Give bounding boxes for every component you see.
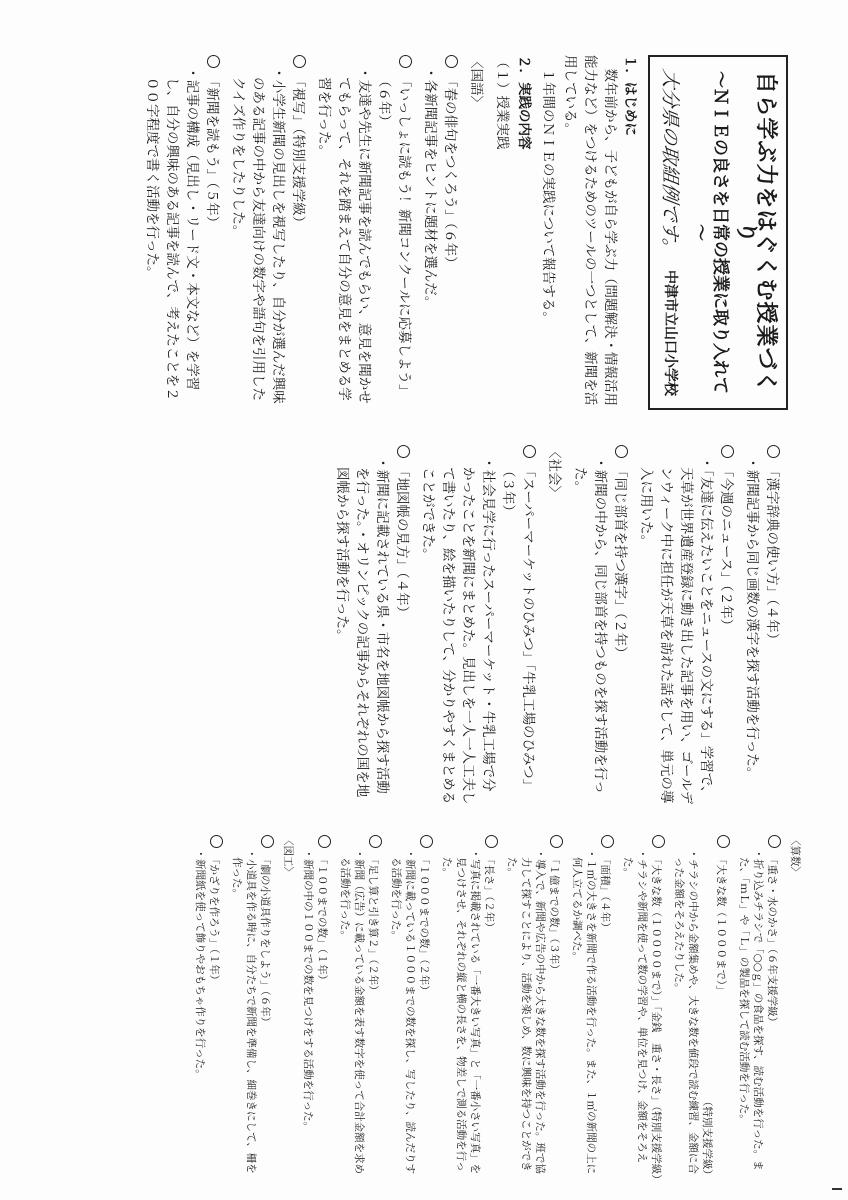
list-item: [570, 445, 630, 805]
handwritten-note: 大分県の取組例です。: [659, 67, 681, 260]
list-item: [570, 835, 615, 1180]
item-body: ・新聞記事から同じ画数の漢字を探す活動を行った。: [744, 456, 760, 781]
list-item: [636, 445, 736, 805]
circle-bullet-icon: [445, 55, 458, 68]
list-item: [420, 55, 460, 410]
item-title: 「春の俳句をつくろう」（６年）: [442, 74, 458, 270]
column-middle: [332, 445, 788, 805]
circle-bullet-icon: [399, 55, 412, 68]
circle-bullet-icon: [318, 835, 331, 848]
circle-bullet-icon: [767, 445, 780, 458]
item-note: （特別支援学級）: [701, 1096, 713, 1180]
circle-bullet-icon: [615, 445, 628, 458]
category-sansu: 〈算数〉: [789, 835, 801, 877]
list-item: [314, 55, 414, 410]
circle-bullet-icon: [550, 835, 563, 848]
title-box: [648, 55, 788, 410]
item-body: ・友達や先生に新聞記事を読んでもらい、意見を聞かせてもらって、それを踏まえて自分の意見をまとめる学習を行った。: [316, 66, 372, 404]
intro-para-2: １年間のＮＩＥの実践について報告する。: [540, 68, 556, 325]
list-item: [505, 835, 564, 1180]
item-body: ・写真に掲載されている「一番大きい写真」と「一番小さい写真」を見つけさせ、それぞれの縦と横の長さを、物差しで測る活動を行った。: [441, 848, 481, 1175]
item-body: ・チラシの中から金額集めや、大きな数を値段で読む練習、金額に合った金額をそろえたりした。: [673, 848, 699, 1174]
scan-mark: [832, 1188, 842, 1190]
list-item: [742, 445, 782, 805]
column-left: [142, 55, 788, 410]
item-title: 「新聞を読もう」（５年）: [204, 74, 220, 230]
list-item: [193, 835, 224, 1180]
circle-bullet-icon: [420, 835, 433, 848]
item-body: ・小学生新聞の見出しを視写したり、自分が選んだ興味のある記事の中から友達向けの数字や語句を引用したクイズ作りをしたりした。: [230, 66, 286, 404]
signature-row: [660, 69, 680, 396]
circle-bullet-icon: [721, 445, 734, 458]
item-body: ・小道具を作る時に、自分たちで新聞を準備し、細巻きにして、柵を作った。: [231, 848, 257, 1174]
item-body: ・１㎡の大きさを新聞で作る活動を行った。また、１㎡の新聞の上に何人立てるか調べた。: [571, 848, 597, 1175]
circle-bullet-icon: [210, 835, 223, 848]
item-title: 「大きな数（１０００まで）」: [715, 854, 727, 996]
item-body: ・新聞の中の１００までの数を見つけをする活動を行った。: [302, 848, 314, 1133]
item-title: 「視写」（特別支援学級）: [290, 74, 306, 230]
item-body: ・新聞の中から、同じ部首を持つものを探す活動を行った。: [572, 456, 608, 794]
item-title: 「長さ」（２年）: [483, 854, 495, 933]
list-item: [301, 835, 332, 1180]
item-body: ・新聞（広告）に載っている金額を表す数字を使って合計金額を求める活動を行った。: [339, 848, 365, 1175]
item-title: 「重さ・水のかさ」（６年支援学級）: [766, 854, 778, 1028]
circle-bullet-icon: [601, 835, 614, 848]
circle-bullet-icon: [652, 835, 665, 848]
item-title: 「１億までの数」（３年）: [548, 854, 560, 975]
item-title: 「スーパーマーケットのひみつ」「牛乳工場のひみつ」（３年）: [500, 464, 536, 793]
list-item: [621, 835, 666, 1185]
item-title: 「面積」（４年）: [599, 854, 611, 933]
item-title: 「同じ部首を持つ漢字」（２年）: [612, 464, 628, 660]
circle-bullet-icon: [369, 835, 382, 848]
circle-bullet-icon: [485, 835, 498, 848]
item-body: ・チラシや新聞を使って数の学習や、単位を見つけ、金額をそろえた。: [622, 848, 648, 1163]
item-title: 「１０００までの数」（２年）: [418, 854, 430, 996]
circle-bullet-icon: [717, 835, 730, 848]
circle-bullet-icon: [261, 835, 274, 848]
circle-bullet-icon: [293, 55, 306, 68]
item-body: ・導入で、新聞や広告の中から大きな数を探す活動を行った。班で協力して探すことにより、活動を楽しめ、数に興味を持つことができた。: [506, 848, 546, 1174]
practice-heading: ２．実践の内容: [516, 55, 532, 150]
item-title: 「足し算と引き算２」（２年）: [367, 854, 379, 996]
item-body: ・折り込みチラシで「○○ｇ」の食品を探す、読む活動を行った。また、「ｍＬ」や「Ｌ」の製品を探して読む活動を行った。: [738, 848, 764, 1171]
item-body: ・新聞に載っている１０００までの数を探し、写したり、読んだりする活動を行った。: [390, 848, 416, 1175]
list-item: [672, 835, 731, 1180]
list-item: [338, 835, 383, 1180]
item-title: 「地図帳の見方」（４年）: [394, 464, 410, 620]
list-item: [230, 835, 275, 1180]
item-body: ・各新聞記事をヒントに題材を選んだ。: [422, 66, 438, 310]
list-item: [418, 445, 538, 805]
list-item: [142, 55, 222, 410]
item-body: ・記事の構成（見出し・リード文・本文など）を学習し、自分の興味のある記事を読んで、考えたことを２００字程度で書く活動を行った。: [144, 66, 200, 401]
list-item: [332, 445, 412, 805]
item-title: 「大きな数（１００００まで）」「金銭 重さ・長さ」（特別支援学級）: [650, 854, 662, 1185]
item-title: 「かざりを作ろう」（１年）: [208, 854, 220, 986]
circle-bullet-icon: [397, 445, 410, 458]
category-shakai: 〈社会〉: [546, 445, 562, 499]
page-title: 自ら学ぶ力をはぐくむ授業づくり: [733, 71, 779, 394]
intro-heading: １．はじめに: [622, 55, 638, 136]
category-zuko: 〈図工〉: [282, 835, 294, 877]
item-body: ・新聞に記載されている県・市名を地図帳から探す活動を行った。・オリンピックの記事からそれぞれの国を地図帳から探す活動を行った。: [334, 456, 390, 798]
item-title: 「１００までの数」（１年）: [316, 854, 328, 986]
category-kokugo: 〈国語〉: [468, 55, 484, 109]
circle-bullet-icon: [768, 835, 781, 848]
item-title: 「今週のニュース」（２年）: [718, 464, 734, 633]
intro-para-1: 数年前から、子どもが自ら学ぶ力（問題解決・情報活用能力など）をつけるためのツールの一つとして、新聞を活用している。: [562, 55, 618, 406]
page-subtitle: ～ＮＩＥの良さを日常の授業に取り入れて～: [690, 71, 730, 394]
practice-subheading: （１）授業実践: [494, 55, 510, 150]
list-item: [737, 835, 782, 1180]
list-item: [440, 835, 499, 1180]
circle-bullet-icon: [207, 55, 220, 68]
item-body: ・新聞紙を使って飾りやおもちゃ作りを行った。: [194, 848, 206, 1080]
item-title: 「漢字辞典の使い方」（４年）: [764, 464, 780, 647]
list-item: [228, 55, 308, 410]
item-title: 「劇の小道具作りをしよう」（６年）: [259, 854, 271, 1028]
item-body: ・社会見学に行ったスーパーマーケット・牛乳工場で分かったことを新聞にまとめた。見出しを一人一人工夫して書いたり、絵を描いたりして、分かりやすくまとめることができた。: [420, 456, 496, 805]
list-item: [389, 835, 434, 1180]
item-title: 「いっしょに読もう！新聞コンクールに応募しよう」（６年）: [376, 74, 412, 398]
school-name: 中津市立山口小学校: [662, 270, 678, 396]
circle-bullet-icon: [523, 445, 536, 458]
item-body: ・「友達に伝えたいことをニュースの文にする」学習で、天草が世界遺産登録に動き出した記事を用い、ゴールデンウィーク中に担任が天草を訪れた話をして、単元の導入に用いた。: [638, 456, 714, 805]
column-right: [193, 835, 808, 1185]
